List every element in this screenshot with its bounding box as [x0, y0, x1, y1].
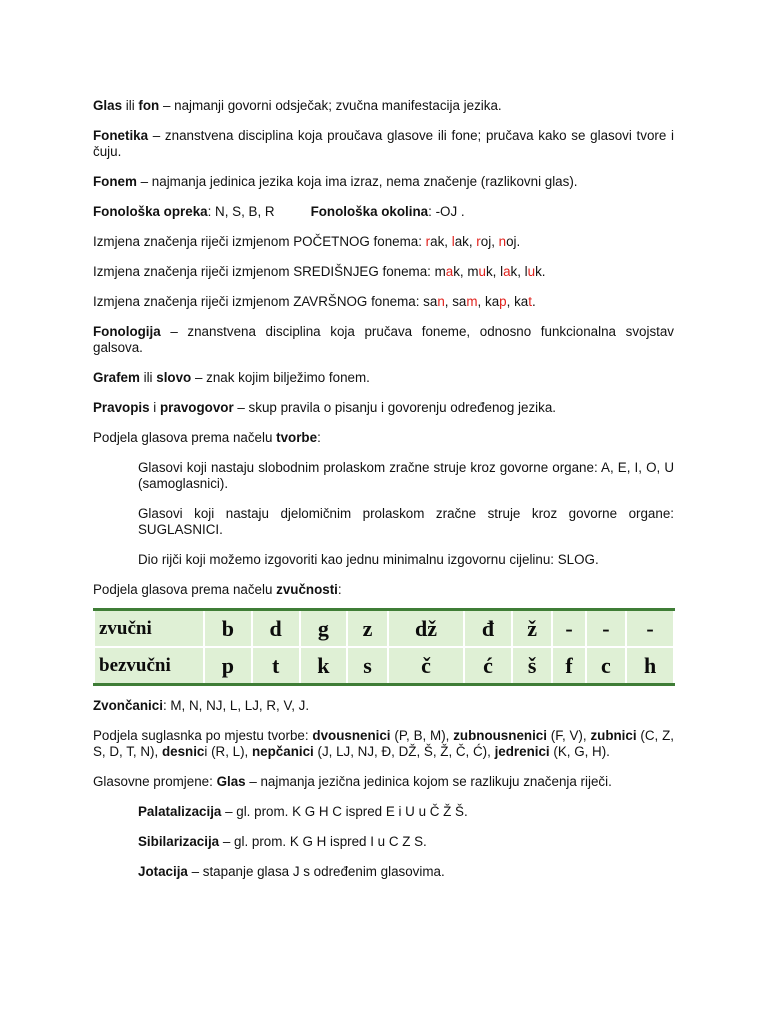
table-cell: h: [626, 647, 674, 685]
term: Pravopis: [93, 400, 150, 415]
table-cell: ž: [512, 610, 552, 648]
izmjena-sredisnjeg: Izmjena značenja riječi izmjenom SREDIŠNJEG fonema: mak, muk, lak, luk.: [93, 264, 546, 279]
table-cell: s: [347, 647, 387, 685]
table-cell: dž: [388, 610, 464, 648]
table-cell: -: [626, 610, 674, 648]
term: Glas: [93, 98, 123, 113]
suglasnici-text: Glasovi koji nastaju djelomičnim prolaskom zračne struje kroz govorne organe: SUGLASNICI.: [138, 506, 674, 537]
table-row-bezvucni: [94, 647, 674, 685]
term: pravogovor: [160, 400, 234, 415]
term: Sibilarizacija: [138, 834, 220, 849]
term: Fonetika: [93, 128, 149, 143]
zvoncanici-text: Zvončanici: M, N, NJ, L, LJ, R, V, J.: [93, 698, 310, 713]
term: fon: [138, 98, 160, 113]
table-cell: p: [204, 647, 252, 685]
def-glas: Glas ili fon – najmanji govorni odsječak; zvučna manifestacija jezika.: [93, 98, 502, 113]
term: Jotacija: [138, 864, 188, 879]
table-cell: c: [586, 647, 626, 685]
izmjena-zavrsnog: Izmjena značenja riječi izmjenom ZAVRŠNOG fonema: san, sam, kap, kat.: [93, 294, 536, 309]
izmjena-pocetnog: Izmjena značenja riječi izmjenom POČETNOG fonema: rak, lak, roj, noj.: [93, 234, 521, 249]
table-cell: z: [347, 610, 387, 648]
row-label: bezvučni: [94, 647, 204, 685]
table-row-zvucni: [94, 610, 674, 648]
table-cell: -: [552, 610, 585, 648]
row-label: zvučni: [94, 610, 204, 648]
table-cell: g: [300, 610, 348, 648]
term: Fonem: [93, 174, 137, 189]
def-fonologija: Fonologija – znanstvena disciplina koja pručava foneme, odnosno funkcionalna svojstav galsova.: [93, 324, 674, 355]
table-cell: š: [512, 647, 552, 685]
term: Grafem: [93, 370, 140, 385]
def-fonetika: Fonetika – znanstvena disciplina koja proučava glasove ili fone; pručava kako se glasovi tvore i čuju.: [93, 128, 674, 159]
table-cell: k: [300, 647, 348, 685]
palatalizacija: Palatalizacija – gl. prom. K G H C ispred E i U u Č Ž Š.: [138, 804, 468, 819]
sibilarizacija: Sibilarizacija – gl. prom. K G H ispred I u C Z S.: [138, 834, 427, 849]
term: Fonologija: [93, 324, 161, 339]
table-cell: -: [586, 610, 626, 648]
samoglasnici-text: Glasovi koji nastaju slobodnim prolaskom zračne struje kroz govorne organe: A, E, I, O, U (samoglasnici).: [138, 460, 674, 491]
table-cell: f: [552, 647, 585, 685]
def-fonem: Fonem – najmanja jedinica jezika koja ima izraz, nema značenje (razlikovni glas).: [93, 174, 578, 189]
term: Fonološka opreka: [93, 204, 208, 219]
def-fonoloska-opreka: Fonološka opreka: N, S, B, R Fonološka okolina: -OJ .: [93, 204, 465, 219]
table-cell: t: [252, 647, 300, 685]
slog-text: Dio rijči koji možemo izgovoriti kao jednu minimalnu izgovornu cijelinu: SLOG.: [138, 552, 599, 567]
jotacija: Jotacija – stapanje glasa J s određenim glasovima.: [138, 864, 445, 879]
podjela-mjesto-tvorbe: Podjela suglasnka po mjestu tvorbe: dvousnenici (P, B, M), zubnousnenici (F, V), zubnici (C, Z, S, D, T, N), desnici (R, L), nepčanici (J, LJ, NJ, Đ, DŽ, Š, Ž, Č, Ć), jedrenici (K, G, H).: [93, 728, 674, 759]
term: Zvončanici: [93, 698, 163, 713]
table-cell: d: [252, 610, 300, 648]
table-cell: b: [204, 610, 252, 648]
term: Palatalizacija: [138, 804, 222, 819]
table-cell: ć: [464, 647, 512, 685]
glasovne-promjene: Glasovne promjene: Glas – najmanja jezična jedinica kojom se razlikuju značenja riječi.: [93, 774, 612, 789]
table-cell: đ: [464, 610, 512, 648]
podjela-zvucnosti-heading: Podjela glasova prema načelu zvučnosti:: [93, 582, 342, 597]
document-page: [93, 98, 674, 894]
def-pravopis: Pravopis i pravogovor – skup pravila o pisanju i govorenju određenog jezika.: [93, 400, 556, 415]
term: slovo: [156, 370, 192, 385]
def-grafem: Grafem ili slovo – znak kojim bilježimo fonem.: [93, 370, 370, 385]
table-cell: č: [388, 647, 464, 685]
podjela-tvorbe-heading: Podjela glasova prema načelu tvorbe:: [93, 430, 321, 445]
zvucnost-table: [93, 608, 675, 686]
term: Fonološka okolina: [310, 204, 429, 219]
